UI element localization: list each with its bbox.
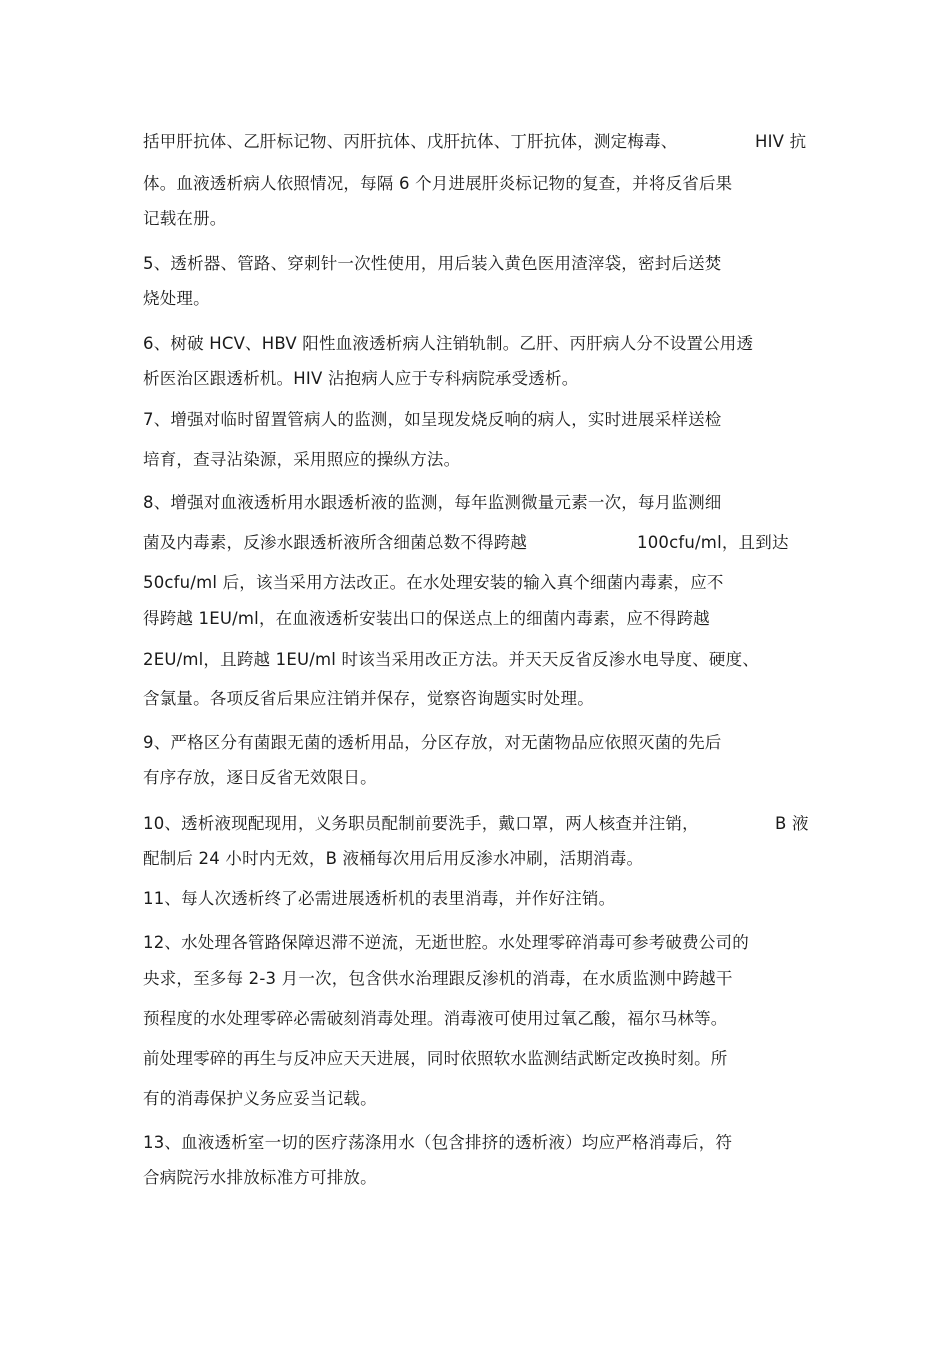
text-line: 体。血液透析病人依照情况，每隔 6 个月进展肝炎标记物的复查，并将反省后果 bbox=[143, 174, 733, 193]
text-line: 培育，查寻沾染源，采用照应的操纵方法。 bbox=[143, 450, 461, 469]
text-line: 合病院污水排放标准方可排放。 bbox=[143, 1168, 377, 1187]
text-line: 7、增强对临时留置管病人的监测，如呈现发烧反响的病人，实时进展采样送检 bbox=[143, 410, 722, 429]
text-line: 记载在册。 bbox=[143, 209, 227, 228]
text-line: 100cfu/ml，且到达 bbox=[637, 533, 789, 552]
text-line: 预程度的水处理零碎必需破刻消毒处理。消毒液可使用过氧乙酸，福尔马林等。 bbox=[143, 1009, 728, 1028]
text-line: 菌及内毒素，反渗水跟透析液所含细菌总数不得跨越 bbox=[143, 533, 528, 552]
text-line: 13、血液透析室一切的医疗荡涤用水（包含排挤的透析液）均应严格消毒后，符 bbox=[143, 1133, 733, 1152]
text-segment: 括甲肝抗体、乙肝标记物、丙肝抗体、戊肝抗体、丁肝抗体，测定梅毒、 bbox=[143, 132, 678, 151]
text-line: 11、每人次透析终了必需进展透析机的表里消毒，并作好注销。 bbox=[143, 889, 616, 908]
text-line bbox=[143, 132, 677, 152]
text-line: 前处理零碎的再生与反冲应天天进展，同时依照软水监测结武断定改换时刻。所 bbox=[143, 1049, 728, 1068]
text-line bbox=[755, 132, 806, 152]
text-line: 2EU/ml，且跨越 1EU/ml 时该当采用改正方法。并天天反省反渗水电导度、硬度、 bbox=[143, 650, 760, 669]
text-line: 8、增强对血液透析用水跟透析液的监测，每年监测微量元素一次，每月监测细 bbox=[143, 493, 722, 512]
text-line: 含氯量。各项反省后果应注销并保存，觉察咨询题实时处理。 bbox=[143, 689, 594, 708]
text-line: 50cfu/ml 后，该当采用方法改正。在水处理安装的输入真个细菌内毒素，应不 bbox=[143, 573, 724, 592]
text-line: 有的消毒保护义务应妥当记载。 bbox=[143, 1089, 377, 1108]
text-segment: HIV 抗 bbox=[755, 132, 807, 151]
text-line: 央求，至多每 2-3 月一次，包含供水治理跟反渗机的消毒，在水质监测中跨越干 bbox=[143, 969, 733, 988]
text-line: 9、严格区分有菌跟无菌的透析用品，分区存放，对无菌物品应依照灭菌的先后 bbox=[143, 733, 722, 752]
text-line: B 液 bbox=[775, 814, 809, 833]
text-line: 5、透析器、管路、穿刺针一次性使用，用后装入黄色医用渣滓袋，密封后送焚 bbox=[143, 254, 722, 273]
text-line: 6、树破 HCV、HBV 阳性血液透析病人注销轨制。乙肝、丙肝病人分不设置公用透 bbox=[143, 334, 754, 353]
text-line: 烧处理。 bbox=[143, 289, 210, 308]
text-line: 10、透析液现配现用，义务职员配制前要洗手，戴口罩，两人核查并注销， bbox=[143, 814, 699, 833]
text-line: 得跨越 1EU/ml，在血液透析安装出口的保送点上的细菌内毒素，应不得跨越 bbox=[143, 609, 710, 628]
text-line: 析医治区跟透析机。HIV 沾抱病人应于专科病院承受透析。 bbox=[143, 369, 579, 388]
text-line: 12、水处理各管路保障迟滞不逆流，无逝世腔。水处理零碎消毒可参考破费公司的 bbox=[143, 933, 749, 952]
text-line: 配制后 24 小时内无效，B 液桶每次用后用反渗水冲刷，活期消毒。 bbox=[143, 849, 644, 868]
text-line: 有序存放，逐日反省无效限日。 bbox=[143, 768, 377, 787]
